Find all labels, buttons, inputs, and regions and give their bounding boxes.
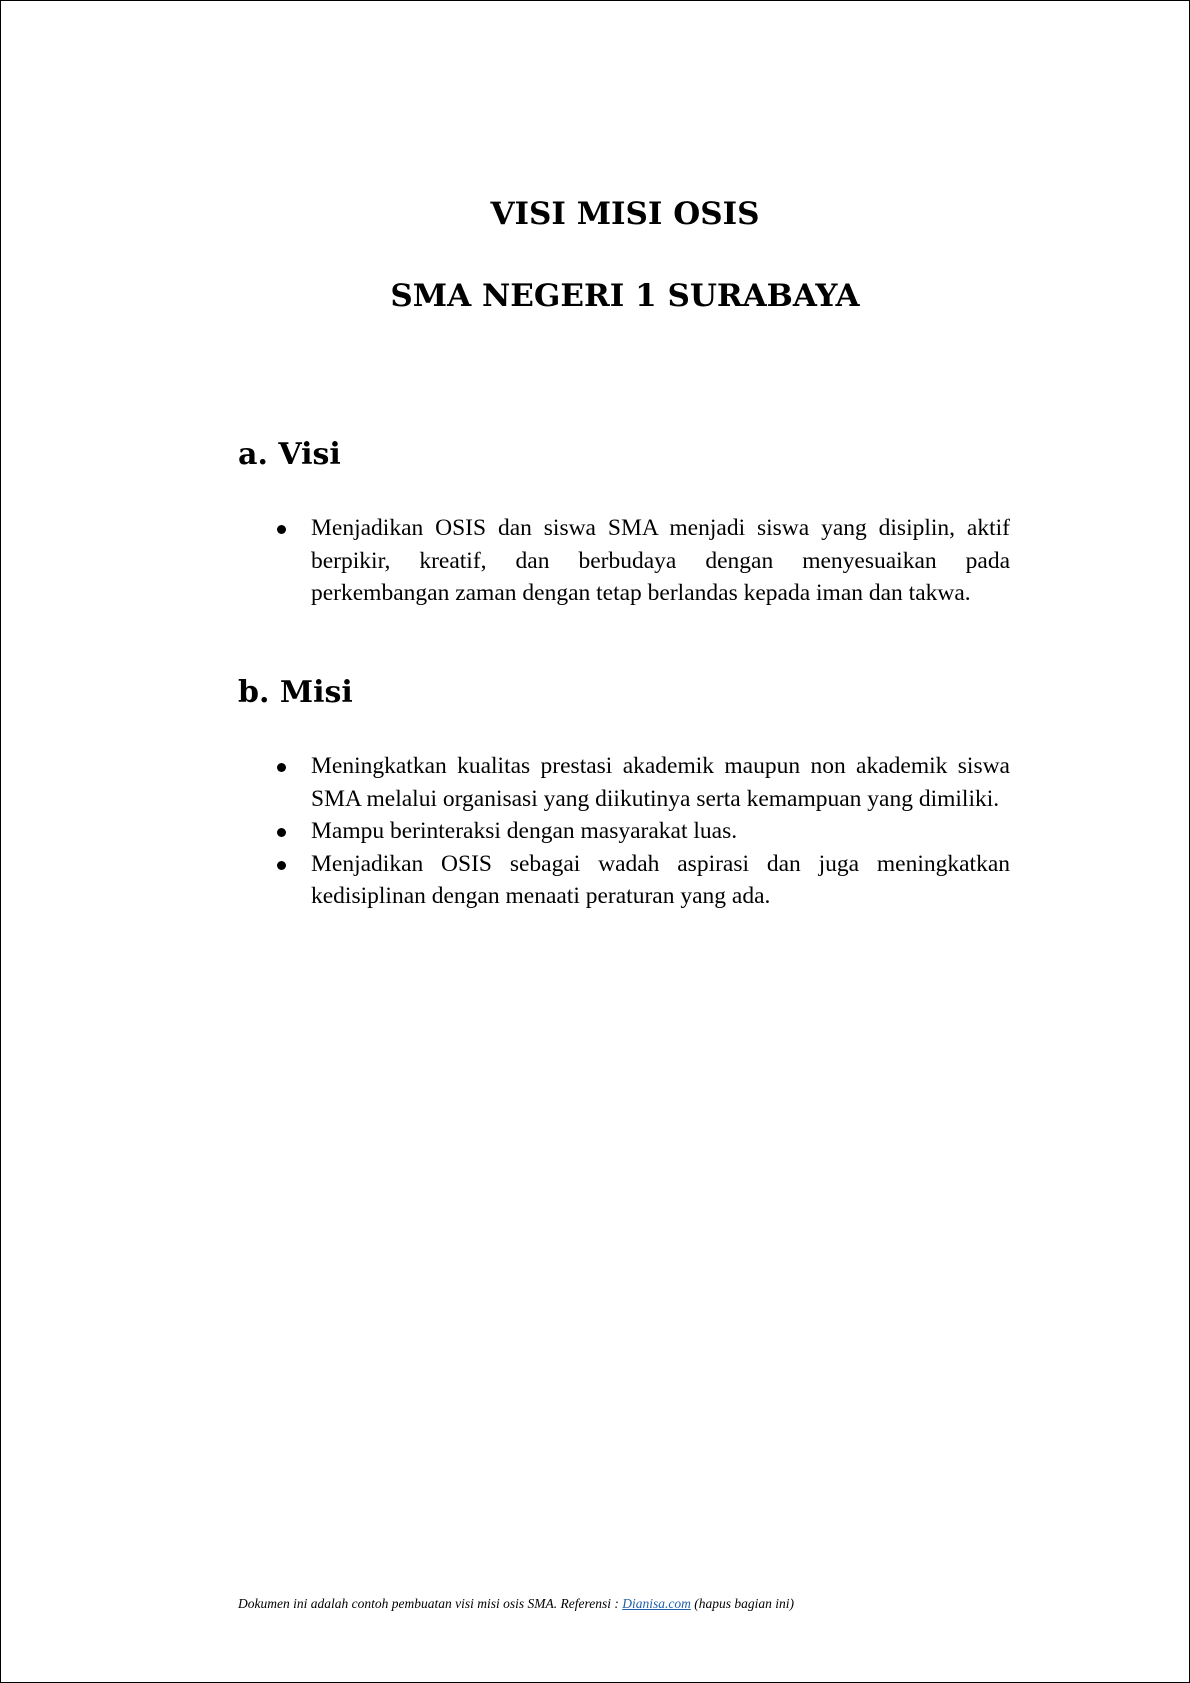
footer-text: Dokumen ini adalah contoh pembuatan visi misi osis SMA. Referensi : bbox=[238, 1596, 623, 1611]
document-title: VISI MISI OSIS bbox=[490, 196, 760, 232]
misi-item-text: Menjadikan OSIS sebagai wadah aspirasi dan juga meningkatkan kedisiplinan dengan menaati peraturan yang ada. bbox=[311, 850, 1010, 909]
misi-heading: b. Misi bbox=[238, 675, 353, 710]
misi-item bbox=[274, 815, 1010, 848]
visi-item bbox=[274, 512, 1010, 610]
footer-note bbox=[238, 1596, 794, 1612]
visi-list bbox=[274, 512, 1010, 610]
footer-text-suffix: (hapus bagian ini) bbox=[690, 1596, 794, 1611]
visi-heading: a. Visi bbox=[238, 437, 341, 472]
misi-list bbox=[274, 750, 1010, 913]
misi-item-text: Mampu berinteraksi dengan masyarakat luas. bbox=[311, 818, 738, 844]
visi-item-text: Menjadikan OSIS dan siswa SMA menjadi siswa yang disiplin, aktif berpikir, kreatif, dan berbudaya dengan menyesuaikan pada perkembangan zaman dengan tetap berlandas kepada iman dan takwa. bbox=[311, 515, 1010, 606]
bullet-icon bbox=[277, 861, 286, 870]
bullet-icon bbox=[277, 828, 286, 837]
reference-link[interactable]: Dianisa.com bbox=[622, 1596, 691, 1611]
misi-item bbox=[274, 750, 1010, 815]
document-subtitle: SMA NEGERI 1 SURABAYA bbox=[390, 278, 860, 314]
misi-item-text: Meningkatkan kualitas prestasi akademik maupun non akademik siswa SMA melalui organisasi yang diikutinya serta kemampuan yang dimiliki. bbox=[311, 753, 1010, 812]
bullet-icon bbox=[277, 525, 286, 534]
misi-item bbox=[274, 848, 1010, 913]
bullet-icon bbox=[277, 763, 286, 772]
